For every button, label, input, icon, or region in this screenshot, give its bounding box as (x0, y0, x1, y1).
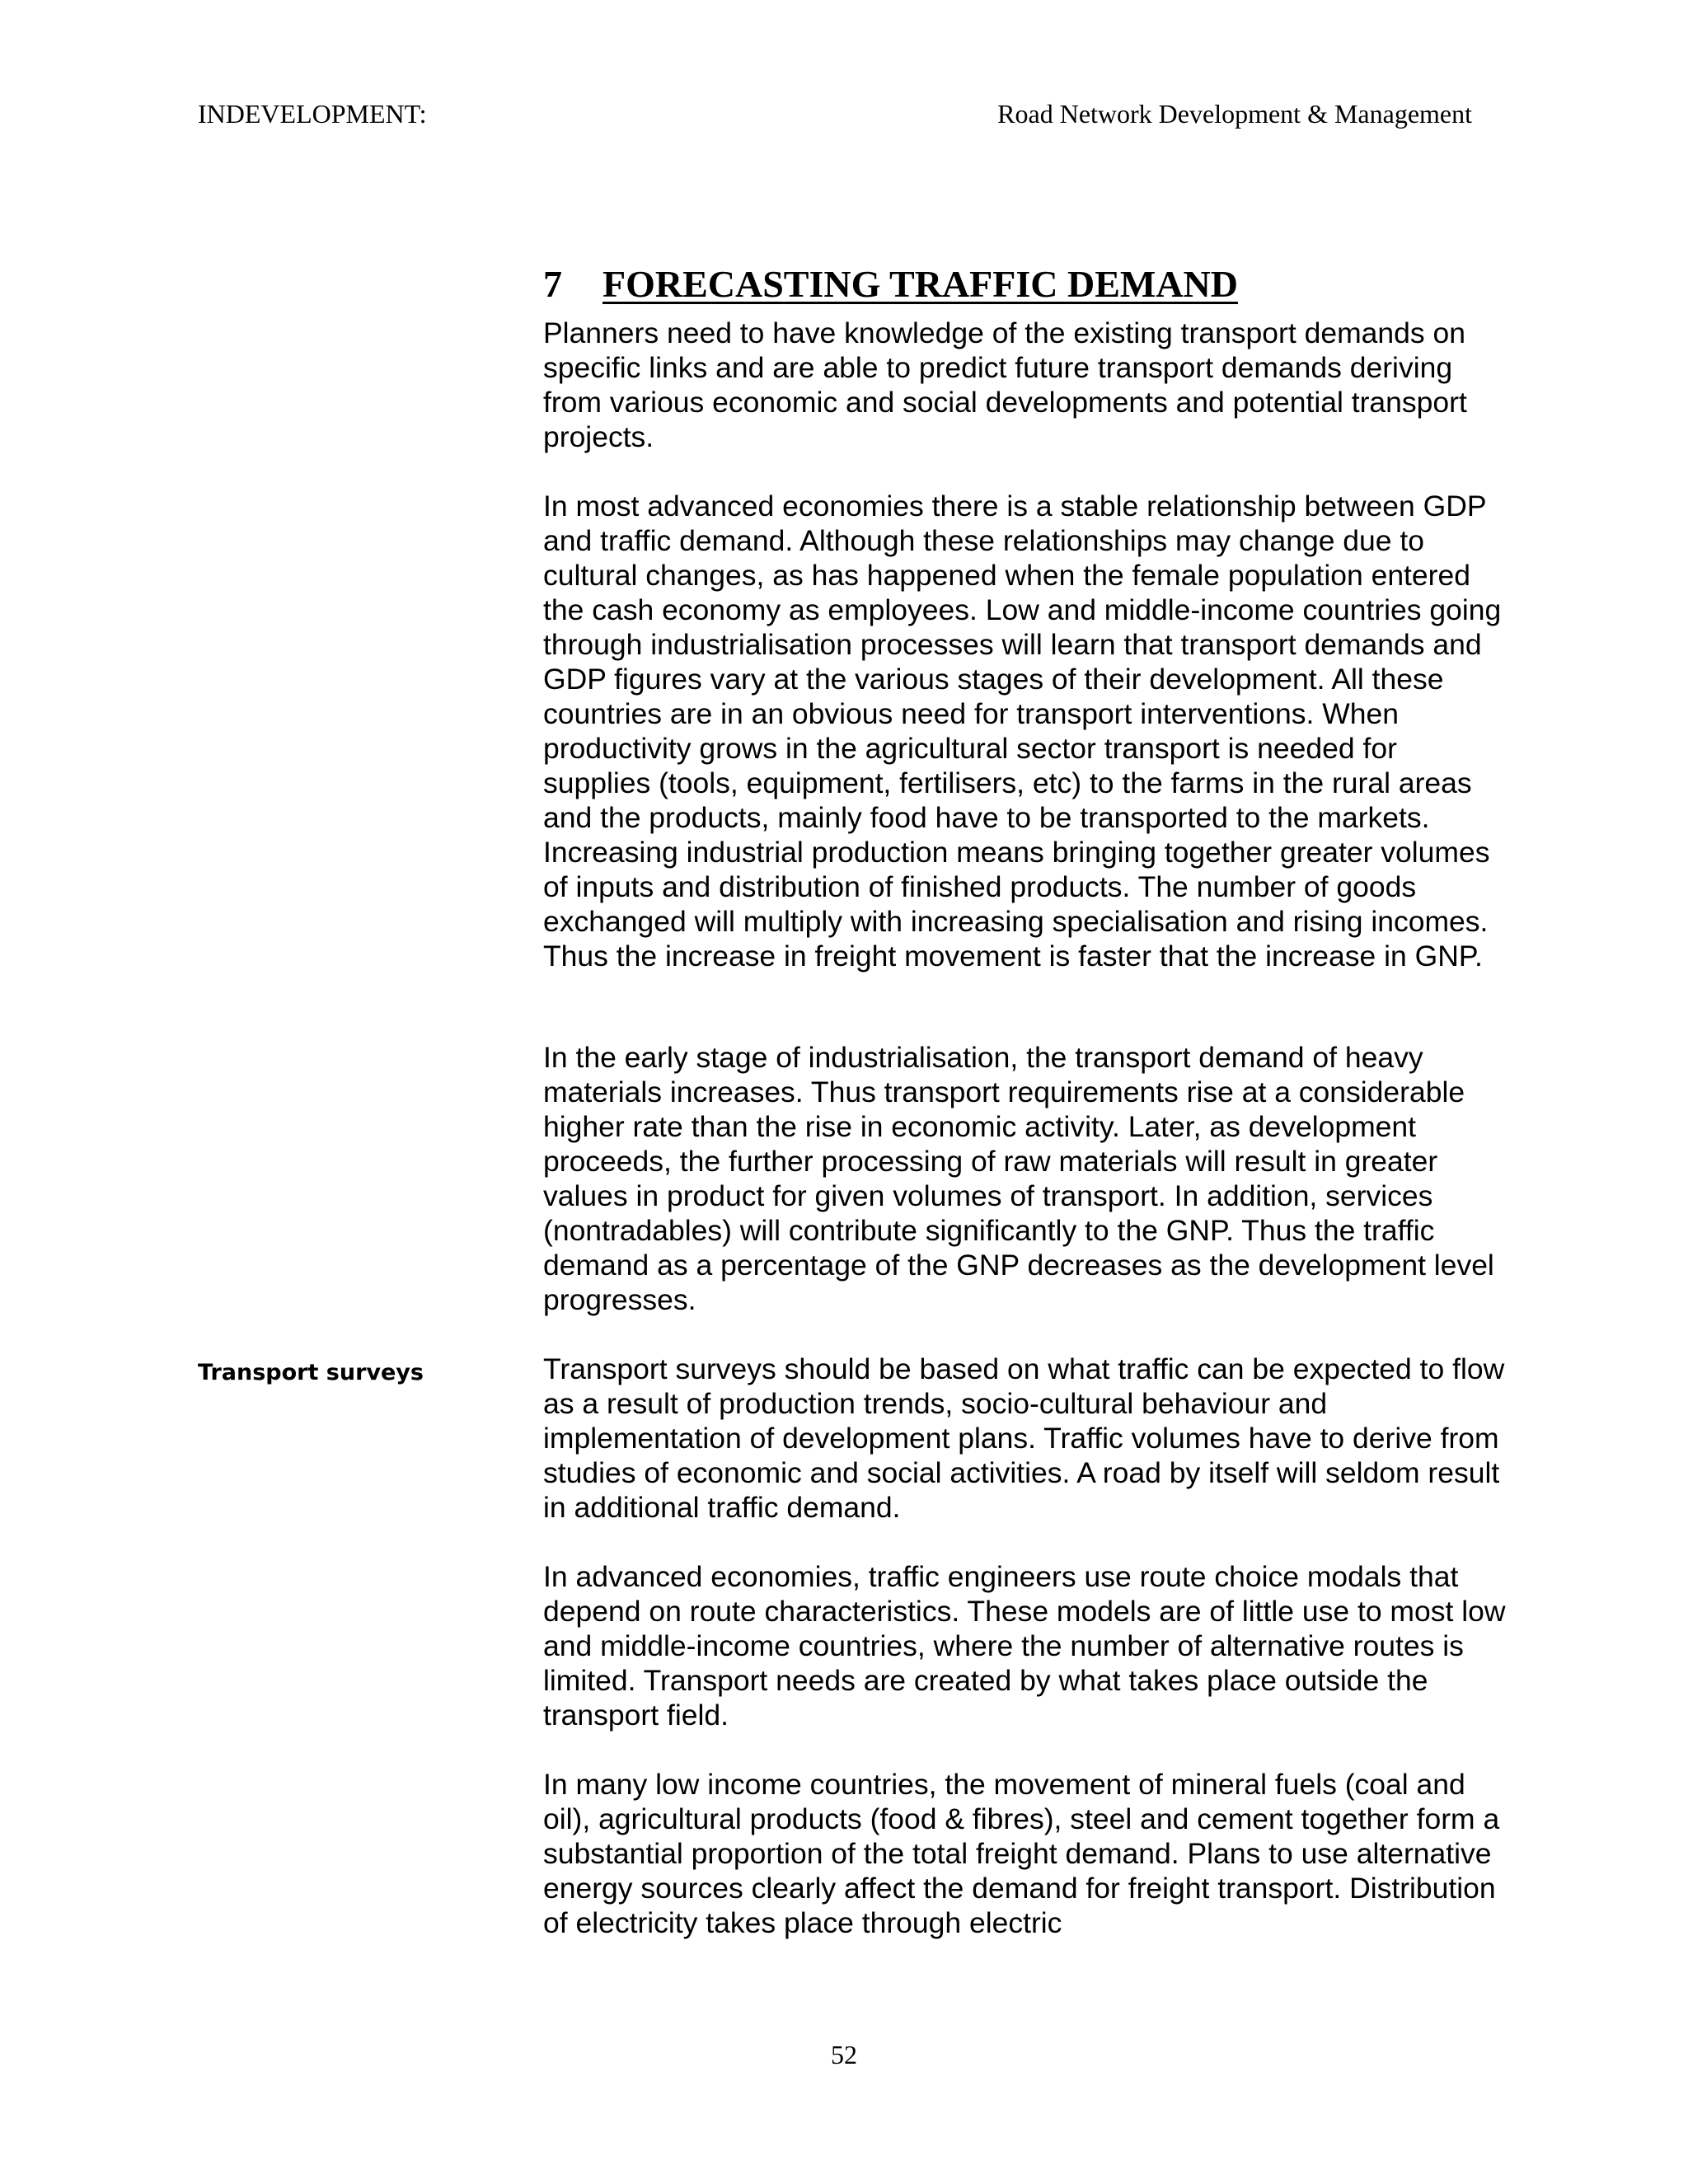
header-document-title: Road Network Development & Management (997, 99, 1472, 129)
chapter-heading (543, 262, 1238, 306)
chapter-title: FORECASTING TRAFFIC DEMAND (603, 263, 1238, 305)
paragraph-transport-surveys: Transport surveys should be based on what traffic can be expected to flow as a result of production trends, socio-cultural behaviour and implementation of development plans. Traffic volumes have to derive from studies of economic and social activities. A road by itself will seldom result in additional traffic demand. (543, 1352, 1505, 1524)
margin-note-transport-surveys: Transport surveys (198, 1360, 424, 1385)
paragraph-route-choice-models: In advanced economies, traffic engineers use route choice modals that depend on route characteristics. These models are of little use to most low and middle-income countries, where the number of alternative routes is limited. Transport needs are created by what takes place outside the transport field. (543, 1560, 1506, 1732)
paragraph-freight-demand: In many low income countries, the movement of mineral fuels (coal and oil), agricultural products (food & fibres), steel and cement together form a substantial proportion of the total freight demand. Plans to use alternative energy sources clearly affect the demand for freight transport. Distribution of electricity takes place through electric (543, 1768, 1500, 1939)
chapter-number: 7 (543, 263, 562, 305)
paragraph-early-industrialisation: In the early stage of industrialisation, the transport demand of heavy materials increases. Thus transport requirements rise at a considerable higher rate than the rise in economic activity. Later, as development proceeds, the further processing of raw materials will result in greater values in product for given volumes of transport. In addition, services (nontradables) will contribute significantly to the GNP. Thus the traffic demand as a percentage of the GNP decreases as the development level progresses. (543, 1041, 1494, 1316)
page-number: 52 (831, 2040, 857, 2069)
paragraph-gdp-traffic-relationship: In most advanced economies there is a stable relationship between GDP and traffic demand. Although these relationships may change due to cultural changes, as has happened when the female population entered the cash economy as employees. Low and middle-income countries going through industrialisation processes will learn that transport demands and GDP figures vary at the various stages of their development. All these countries are in an obvious need for transport interventions. When productivity grows in the agricultural sector transport is needed for supplies (tools, equipment, fertilisers, etc) to the farms in the rural areas and the products, mainly food have to be transported to the markets. Increasing industrial production means bringing together greater volumes of inputs and distribution of finished products. The number of goods exchanged will multiply with increasing specialisation and rising incomes. Thus the increase in freight movement is faster that the increase in GNP. (543, 490, 1502, 972)
paragraph-planners-knowledge: Planners need to have knowledge of the existing transport demands on specific links and are able to predict future transport demands deriving from various economic and social developments and potential transport projects. (543, 316, 1467, 453)
running-header (198, 99, 1472, 140)
header-publication-title: INDEVELOPMENT: (198, 99, 427, 129)
